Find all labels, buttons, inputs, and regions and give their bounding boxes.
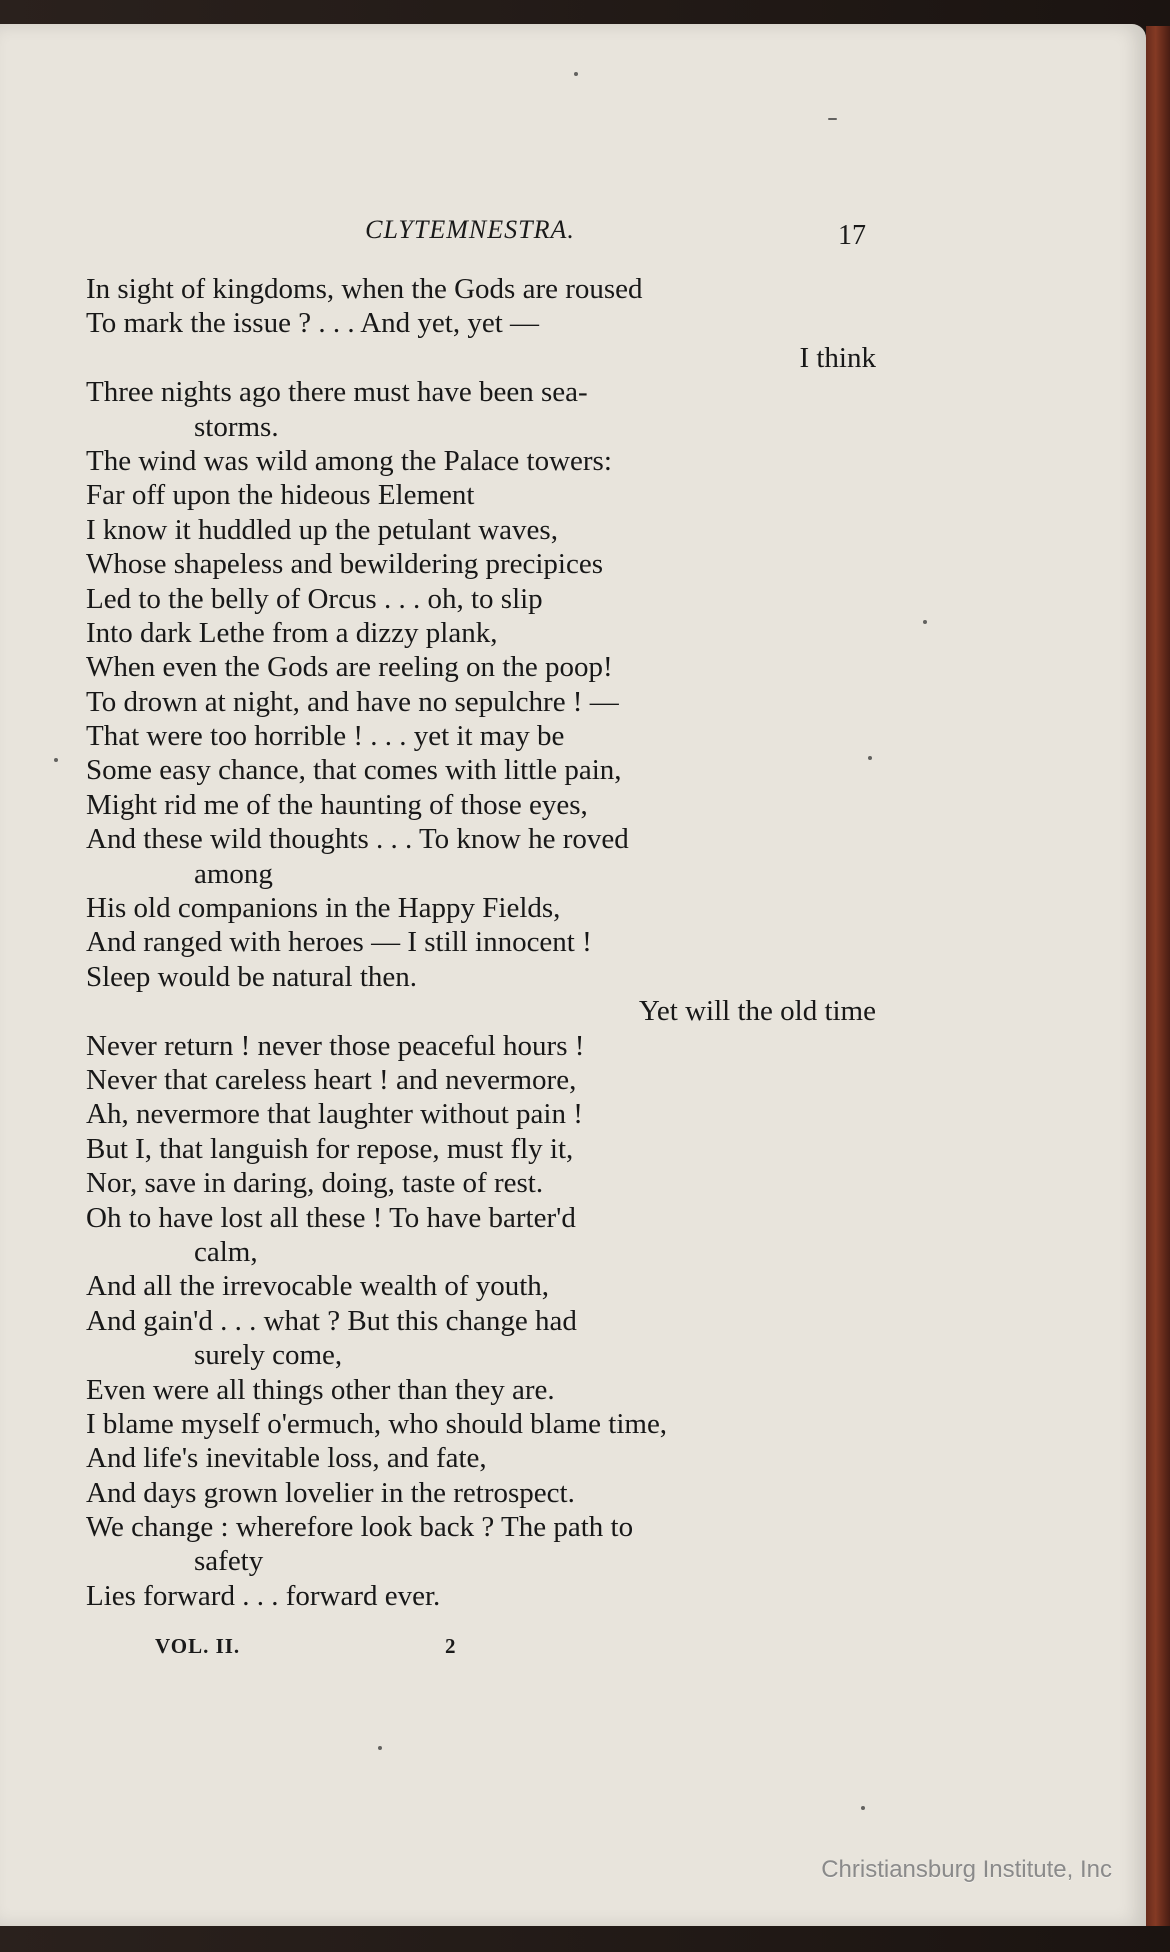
- poem-line: But I, that languish for repose, must fly it,: [86, 1132, 574, 1165]
- footer-signature: 2: [445, 1634, 456, 1658]
- page-spine: [1146, 26, 1170, 1926]
- poem-line: And gain'd . . . what ? But this change had: [86, 1304, 577, 1337]
- poem-line: Into dark Lethe from a dizzy plank,: [86, 616, 498, 649]
- poem-line: Might rid me of the haunting of those eyes,: [86, 788, 588, 821]
- poem-line: And these wild thoughts . . . To know he roved: [86, 823, 629, 856]
- poem-line: Sleep would be natural then.: [86, 960, 417, 993]
- poem-line: Even were all things other than they are.: [86, 1373, 555, 1406]
- poem-line: To mark the issue ? . . . And yet, yet —: [86, 307, 540, 340]
- poem-line: Ah, nevermore that laughter without pain !: [86, 1098, 583, 1131]
- poem-line: I blame myself o'ermuch, who should blame time,: [86, 1407, 668, 1440]
- footer-volume: VOL. II.: [155, 1634, 241, 1658]
- poem-line: Some easy chance, that comes with little pain,: [86, 754, 622, 787]
- poem-line: Yet will the old time: [638, 995, 876, 1028]
- poem-line: Lies forward . . . forward ever.: [86, 1579, 441, 1612]
- poem-line: And life's inevitable loss, and fate,: [86, 1442, 487, 1475]
- poem-line: Three nights ago there must have been sea-: [86, 376, 588, 409]
- page-number: 17: [838, 220, 866, 251]
- watermark-text: Christiansburg Institute, Inc: [821, 1856, 1112, 1883]
- poem-line: And all the irrevocable wealth of youth,: [86, 1270, 550, 1303]
- poem-line: That were too horrible ! . . . yet it may be: [86, 720, 565, 753]
- poem-line: among: [194, 857, 273, 890]
- poem-line: His old companions in the Happy Fields,: [86, 892, 561, 925]
- poem-line: To drown at night, and have no sepulchre ! —: [86, 685, 619, 718]
- poem-line: Far off upon the hideous Element: [86, 479, 475, 512]
- poem-line: Oh to have lost all these ! To have barter'd: [86, 1201, 576, 1234]
- poem-line: Never that careless heart ! and nevermore,: [86, 1063, 577, 1096]
- poem-line: calm,: [194, 1235, 258, 1268]
- poem-line: I think: [799, 341, 876, 374]
- poem-line: When even the Gods are reeling on the poop!: [86, 651, 613, 684]
- poem-line: surely come,: [194, 1339, 343, 1372]
- poem-line: storms.: [194, 410, 279, 443]
- poem-line: And ranged with heroes — I still innocent !: [86, 926, 592, 959]
- poem-line: Nor, save in daring, doing, taste of rest.: [86, 1167, 544, 1200]
- poem-line: I know it huddled up the petulant waves,: [86, 513, 558, 546]
- poem-line: In sight of kingdoms, when the Gods are roused: [86, 273, 643, 305]
- poem-line: Never return ! never those peaceful hours !: [86, 1029, 585, 1062]
- poem-text: [86, 272, 876, 1613]
- poem-line: Led to the belly of Orcus . . . oh, to slip: [86, 582, 543, 615]
- running-header-title: CLYTEMNESTRA.: [365, 215, 575, 244]
- poem-line: The wind was wild among the Palace towers:: [86, 444, 612, 477]
- poem-line: We change : wherefore look back ? The path to: [86, 1511, 634, 1544]
- poem-line: Whose shapeless and bewildering precipices: [86, 548, 603, 581]
- poem-line: safety: [194, 1545, 264, 1578]
- poem-line: And days grown lovelier in the retrospect.: [86, 1476, 575, 1509]
